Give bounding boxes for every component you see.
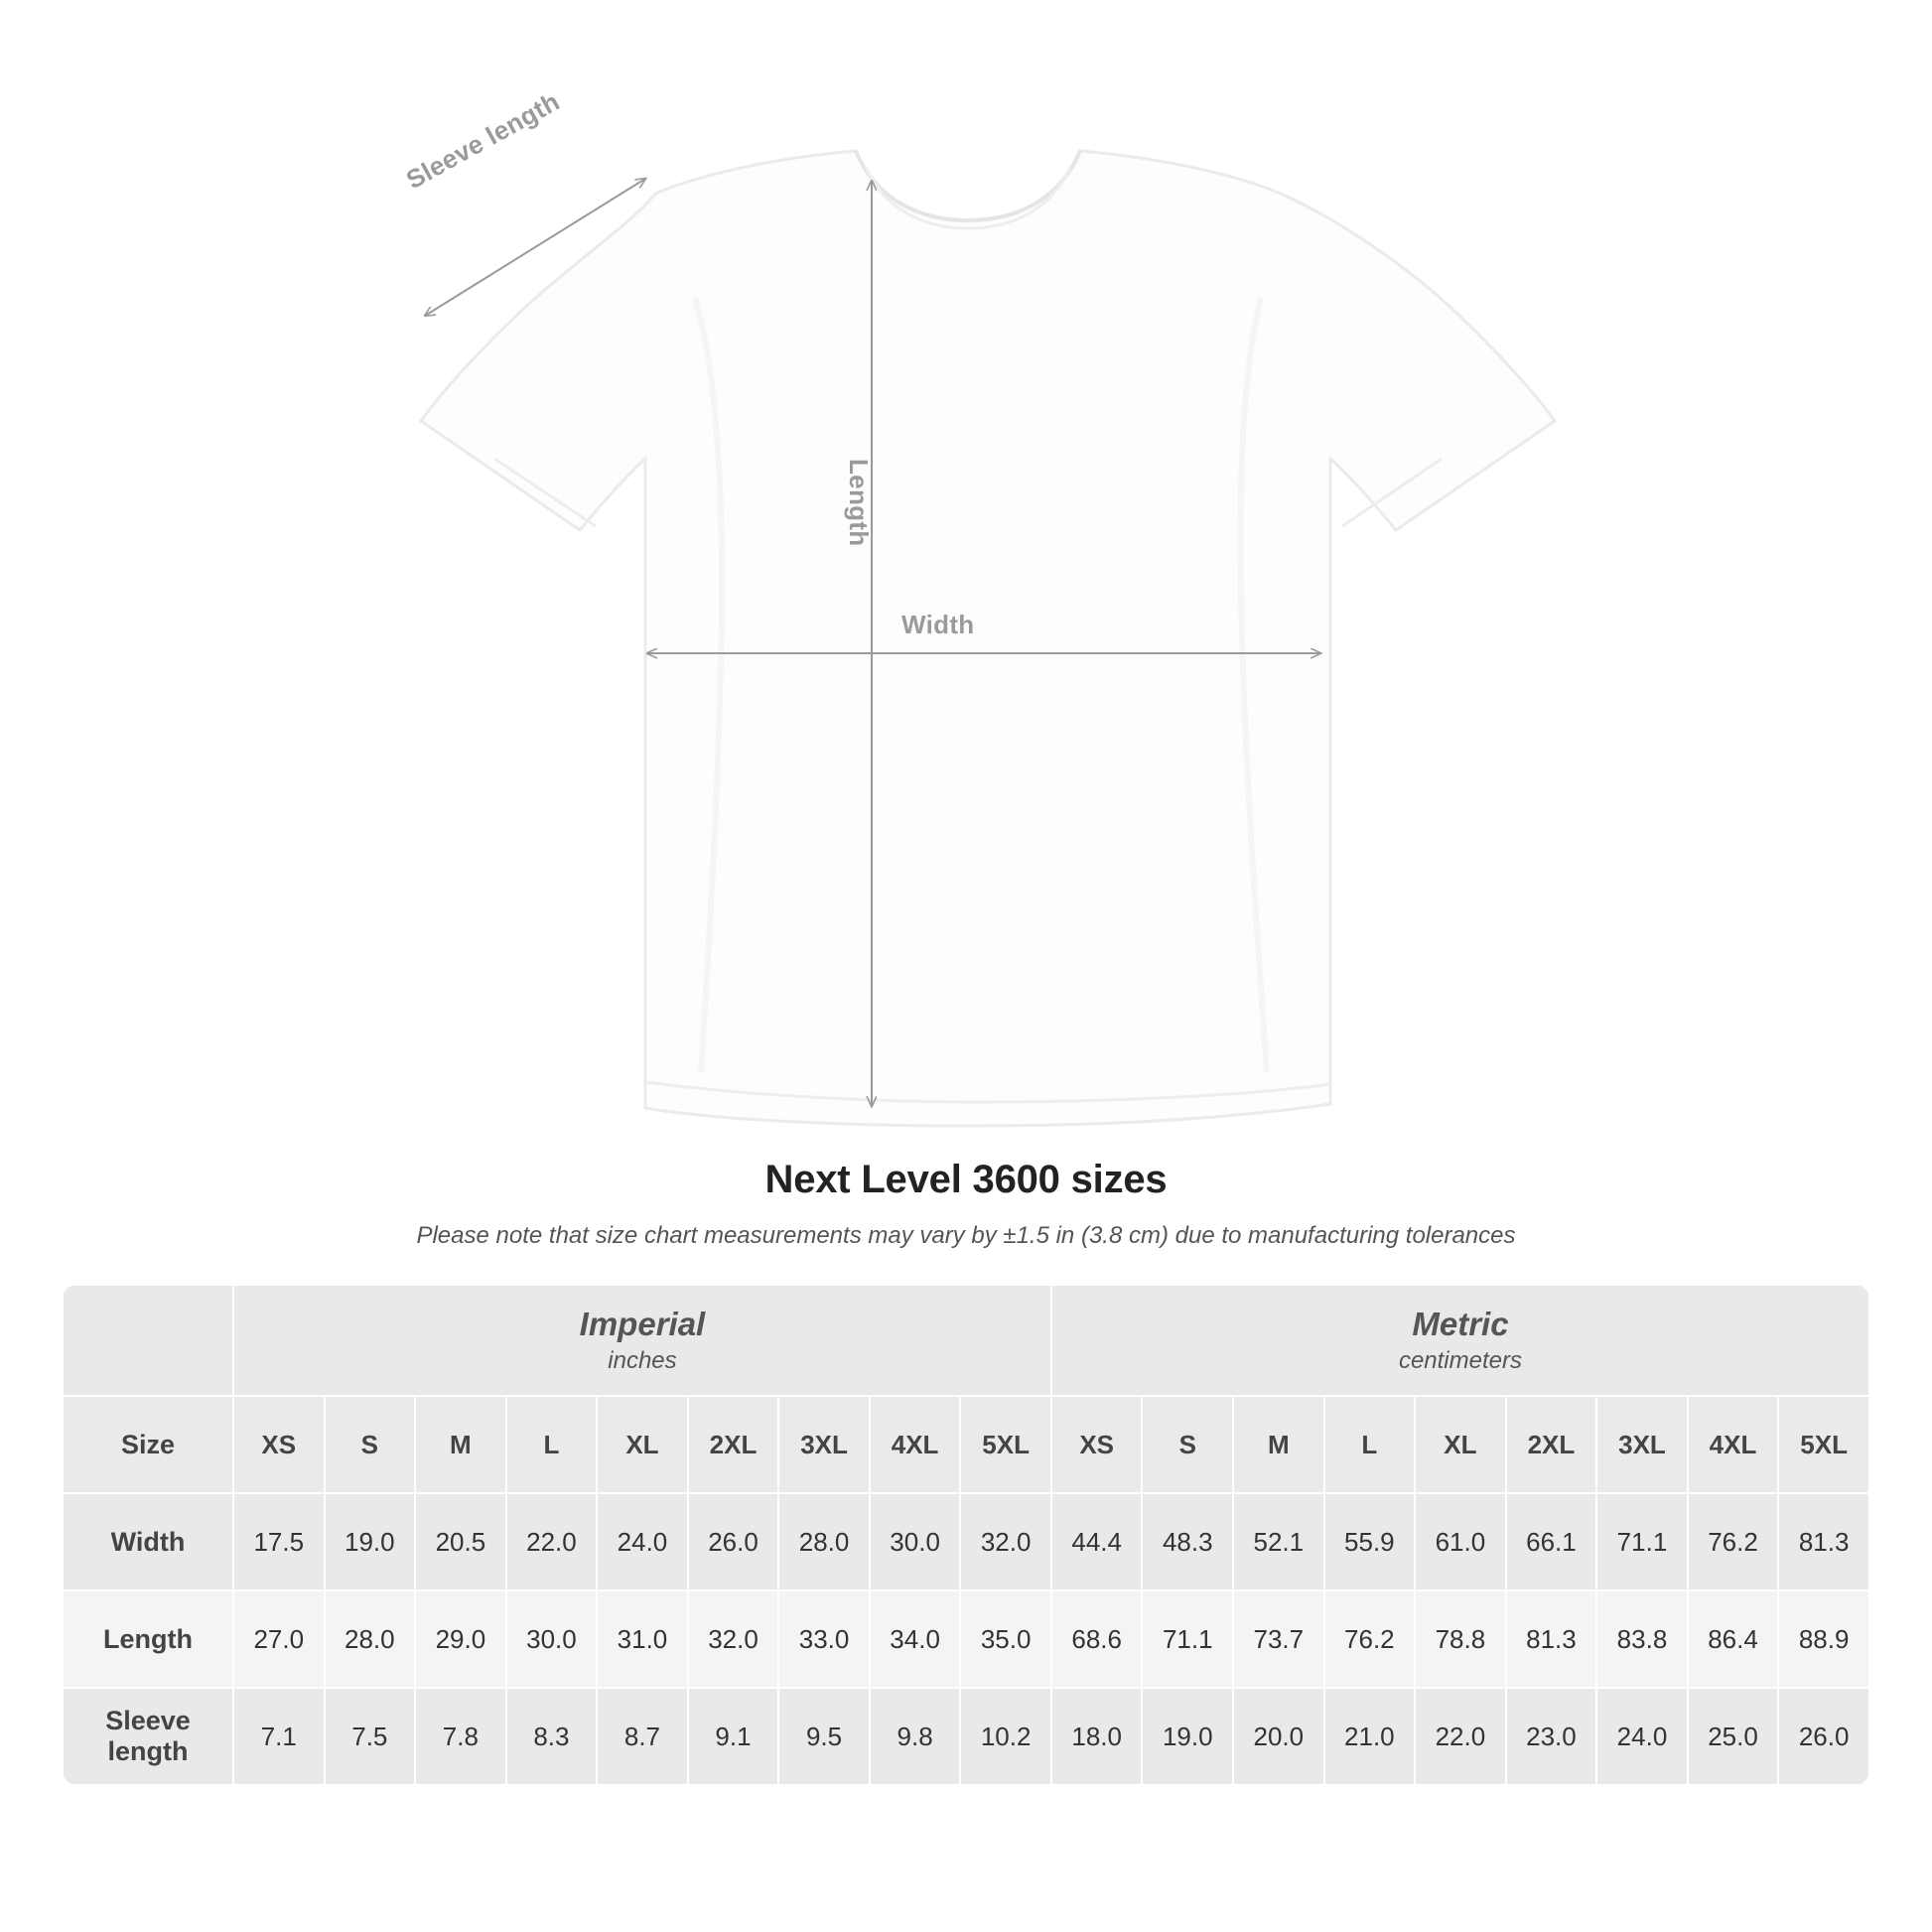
tshirt-shape <box>421 151 1555 1126</box>
cell: 30.0 <box>870 1493 961 1590</box>
cell: 9.8 <box>870 1688 961 1785</box>
table-row <box>63 1493 1869 1590</box>
cell: 71.1 <box>1596 1493 1688 1590</box>
cell: 31.0 <box>597 1590 688 1688</box>
size-chart-table <box>62 1284 1870 1786</box>
unit-corner-cell <box>63 1285 233 1396</box>
cell: 26.0 <box>688 1493 779 1590</box>
cell: 25.0 <box>1688 1688 1779 1785</box>
cell: 76.2 <box>1688 1493 1779 1590</box>
cell: 10.2 <box>960 1688 1051 1785</box>
cell: 20.5 <box>415 1493 506 1590</box>
size-header-cell: 2XL <box>1506 1396 1597 1493</box>
size-header-cell: L <box>506 1396 598 1493</box>
cell: 61.0 <box>1415 1493 1506 1590</box>
cell: 8.7 <box>597 1688 688 1785</box>
cell: 32.0 <box>960 1493 1051 1590</box>
cell: 30.0 <box>506 1590 598 1688</box>
cell: 78.8 <box>1415 1590 1506 1688</box>
cell: 22.0 <box>1415 1688 1506 1785</box>
cell: 35.0 <box>960 1590 1051 1688</box>
size-header-cell: M <box>415 1396 506 1493</box>
cell: 68.6 <box>1051 1590 1143 1688</box>
cell: 81.3 <box>1506 1590 1597 1688</box>
size-header-row <box>63 1396 1869 1493</box>
cell: 24.0 <box>1596 1688 1688 1785</box>
unit-group-metric-sub: centimeters <box>1398 1346 1522 1374</box>
unit-group-metric-name: Metric <box>1412 1305 1509 1342</box>
cell: 9.1 <box>688 1688 779 1785</box>
size-header-cell: L <box>1324 1396 1416 1493</box>
sleeve-length-label: Sleeve length <box>401 85 565 196</box>
size-header-cell: XL <box>597 1396 688 1493</box>
size-header-cell: 3XL <box>1596 1396 1688 1493</box>
cell: 24.0 <box>597 1493 688 1590</box>
cell: 33.0 <box>778 1590 870 1688</box>
page-title: Next Level 3600 sizes <box>764 1158 1168 1201</box>
cell: 26.0 <box>1778 1688 1869 1785</box>
cell: 76.2 <box>1324 1590 1416 1688</box>
cell: 71.1 <box>1142 1590 1233 1688</box>
unit-header-row <box>63 1285 1869 1396</box>
table-row <box>63 1688 1869 1785</box>
size-header-cell: 5XL <box>1778 1396 1869 1493</box>
cell: 66.1 <box>1506 1493 1597 1590</box>
cell: 17.5 <box>233 1493 325 1590</box>
unit-group-metric <box>1051 1285 1869 1396</box>
cell: 7.5 <box>325 1688 416 1785</box>
cell: 88.9 <box>1778 1590 1869 1688</box>
size-header-cell: 2XL <box>688 1396 779 1493</box>
cell: 48.3 <box>1142 1493 1233 1590</box>
row-label-length: Length <box>63 1590 233 1688</box>
unit-group-imperial <box>233 1285 1051 1396</box>
unit-group-imperial-name: Imperial <box>579 1305 706 1342</box>
row-label-sleeve-length: Sleeve length <box>63 1688 233 1785</box>
size-header-cell: XS <box>1051 1396 1143 1493</box>
cell: 52.1 <box>1233 1493 1324 1590</box>
width-label: Width <box>901 610 975 639</box>
cell: 34.0 <box>870 1590 961 1688</box>
cell: 27.0 <box>233 1590 325 1688</box>
row-label-width: Width <box>63 1493 233 1590</box>
cell: 86.4 <box>1688 1590 1779 1688</box>
cell: 44.4 <box>1051 1493 1143 1590</box>
cell: 7.8 <box>415 1688 506 1785</box>
cell: 19.0 <box>1142 1688 1233 1785</box>
cell: 9.5 <box>778 1688 870 1785</box>
cell: 21.0 <box>1324 1688 1416 1785</box>
cell: 55.9 <box>1324 1493 1416 1590</box>
size-header-cell: 4XL <box>870 1396 961 1493</box>
size-chart-table-wrapper <box>62 1284 1870 1786</box>
size-header-cell: 5XL <box>960 1396 1051 1493</box>
unit-group-imperial-sub: inches <box>608 1346 677 1374</box>
size-header-cell: 3XL <box>778 1396 870 1493</box>
size-header-label: Size <box>63 1396 233 1493</box>
size-header-cell: M <box>1233 1396 1324 1493</box>
length-label: Length <box>844 459 874 547</box>
tolerance-note: Please note that size chart measurements may vary by ±1.5 in (3.8 cm) due to manufacturing tolerances <box>416 1222 1516 1249</box>
cell: 19.0 <box>325 1493 416 1590</box>
cell: 18.0 <box>1051 1688 1143 1785</box>
cell: 32.0 <box>688 1590 779 1688</box>
cell: 83.8 <box>1596 1590 1688 1688</box>
size-header-cell: XS <box>233 1396 325 1493</box>
cell: 29.0 <box>415 1590 506 1688</box>
cell: 8.3 <box>506 1688 598 1785</box>
cell: 7.1 <box>233 1688 325 1785</box>
title-block <box>0 1158 1932 1250</box>
cell: 28.0 <box>778 1493 870 1590</box>
cell: 28.0 <box>325 1590 416 1688</box>
cell: 81.3 <box>1778 1493 1869 1590</box>
size-header-cell: XL <box>1415 1396 1506 1493</box>
size-header-cell: S <box>325 1396 416 1493</box>
size-header-cell: 4XL <box>1688 1396 1779 1493</box>
table-row <box>63 1590 1869 1688</box>
cell: 23.0 <box>1506 1688 1597 1785</box>
cell: 20.0 <box>1233 1688 1324 1785</box>
cell: 22.0 <box>506 1493 598 1590</box>
size-header-cell: S <box>1142 1396 1233 1493</box>
cell: 73.7 <box>1233 1590 1324 1688</box>
